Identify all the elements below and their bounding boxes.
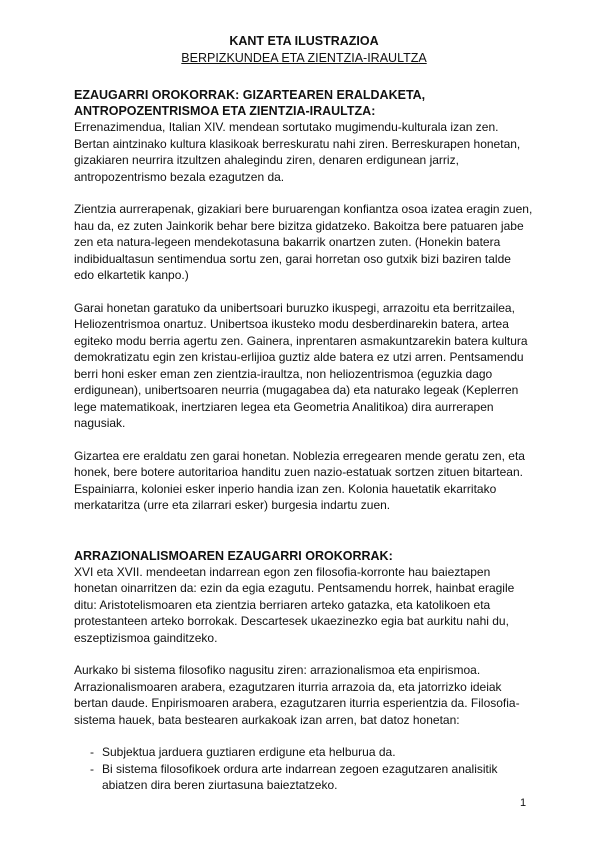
section1-paragraph-4: Gizartea ere eraldatu zen garai honetan. Noblezia erregearen mende geratu zen, eta honek, bere botere autoritarioa handitu zuen nazio-estatuak sortzen zituen bitartean. Espainiarra, koloniei esker inperio handia izan zen. Kolonia hauetatik ekarritako merkataritza (urre eta zilarrari esker) burgesia indartu zuen. [74, 448, 525, 512]
section2-list [74, 744, 534, 794]
section1-paragraph-2: Zientzia aurrerapenak, gizakiari bere buruarengan konfiantza osoa izatea eragin zuen, hau da, ez zuten Jainkorik behar bere bizitza gidatzeko. Bakoitza bere patuaren jabe zen eta natura-legeen mendekotasuna bakarrik onartzen zuten. (Honekin batera indibidualtasun sentimendua sortu zen, garai horretan oso gutxik bizi baziren talde edo elkartetik kanpo.) [74, 202, 533, 282]
document-title: KANT ETA ILUSTRAZIOA [229, 34, 379, 48]
section1-paragraph-1: Errenazimendua, Italian XIV. mendean sortutako mugimendu-kulturala izan zen. Bertan aintzinako kultura klasikoak berreskuratu nahi ziren. Berreskurapen honetan, gizakiaren neurrira itzultzen ahalegindu ziren, denaren erdigunean jarriz, antropozentrismo bezala ezagutzen da. [74, 120, 521, 184]
section2-heading: ARRAZIONALISMOAREN EZAUGARRI OROKORRAK: [74, 548, 393, 563]
section1-heading-line2: ANTROPOZENTRISMOA ETA ZIENTZIA-IRAULTZA: [74, 104, 376, 118]
section1-paragraph-3: Garai honetan garatuko da unibertsoari buruzko ikuspegi, arrazoitu eta berritzailea, Heliozentrismoa onartuz. Unibertsoa ikusteko modu desberdinarekin batera, artea egiteko modu berria agertu zen. Gainera, inprentaren asmakuntzarekin batera kultura demokratizatu egin zen kristau-erlijioa guztiz alde batera ez utzi arren. Pentsamendu berri honi esker eman zen zientzia-iraultza, non heliozentrismoa (eguzkia dago erdigunean), unibertsoaren neurria (mugagabea da) eta naturako legeak (Keplerren lege matematikoak, inertziaren legea eta Geometria Analitikoa) dira aurrerapen nagusiak. [74, 300, 528, 430]
dash-bullet: - [90, 745, 94, 759]
list-item-text: Subjektua jarduera guztiaren erdigune eta helburua da. [102, 745, 396, 759]
document-page [74, 34, 534, 794]
list-item [74, 744, 534, 761]
dash-bullet: - [90, 761, 94, 776]
section1-heading-line1: EZAUGARRI OROKORRAK: GIZARTEAREN ERALDAKETA, [74, 88, 426, 102]
list-item-text: Bi sistema filosofikoek ordura arte indarrean zegoen ezagutzaren analisitik abiatzen dira beren ziurtasuna baieztatzeko. [102, 761, 498, 792]
list-item [74, 761, 534, 794]
section2-paragraph-1: XVI eta XVII. mendeetan indarrean egon zen filosofia-korronte hau baieztapen honetan oinarritzen da: ezin da egia ezagutu. Pentsamendu horrek, hainbat eragile ditu: Aristotelismoaren eta zientzia berriaren arteko gatazka, eta katolikoen eta protestanteen arteko borrokak. Descartesek ukaezinezko egia bat aurkitu nahi du, eszeptizismoa gainditzeko. [74, 564, 515, 645]
section2-paragraph-2: Aurkako bi sistema filosofiko nagusitu ziren: arrazionalismoa eta enpirismoa. Arrazionalismoaren arabera, ezagutzaren iturria arrazoia da, eta jatorrizko ideiak bertan daude. Enpirismoaren arabera, ezagutzaren iturria esperientzia da. Filosofia-sistema hauek, bata bestearen aurkakoak izan arren, bat datoz honetan: [74, 663, 520, 727]
document-subtitle: BERPIZKUNDEA ETA ZIENTZIA-IRAULTZA [181, 51, 427, 65]
page-number: 1 [520, 797, 527, 809]
